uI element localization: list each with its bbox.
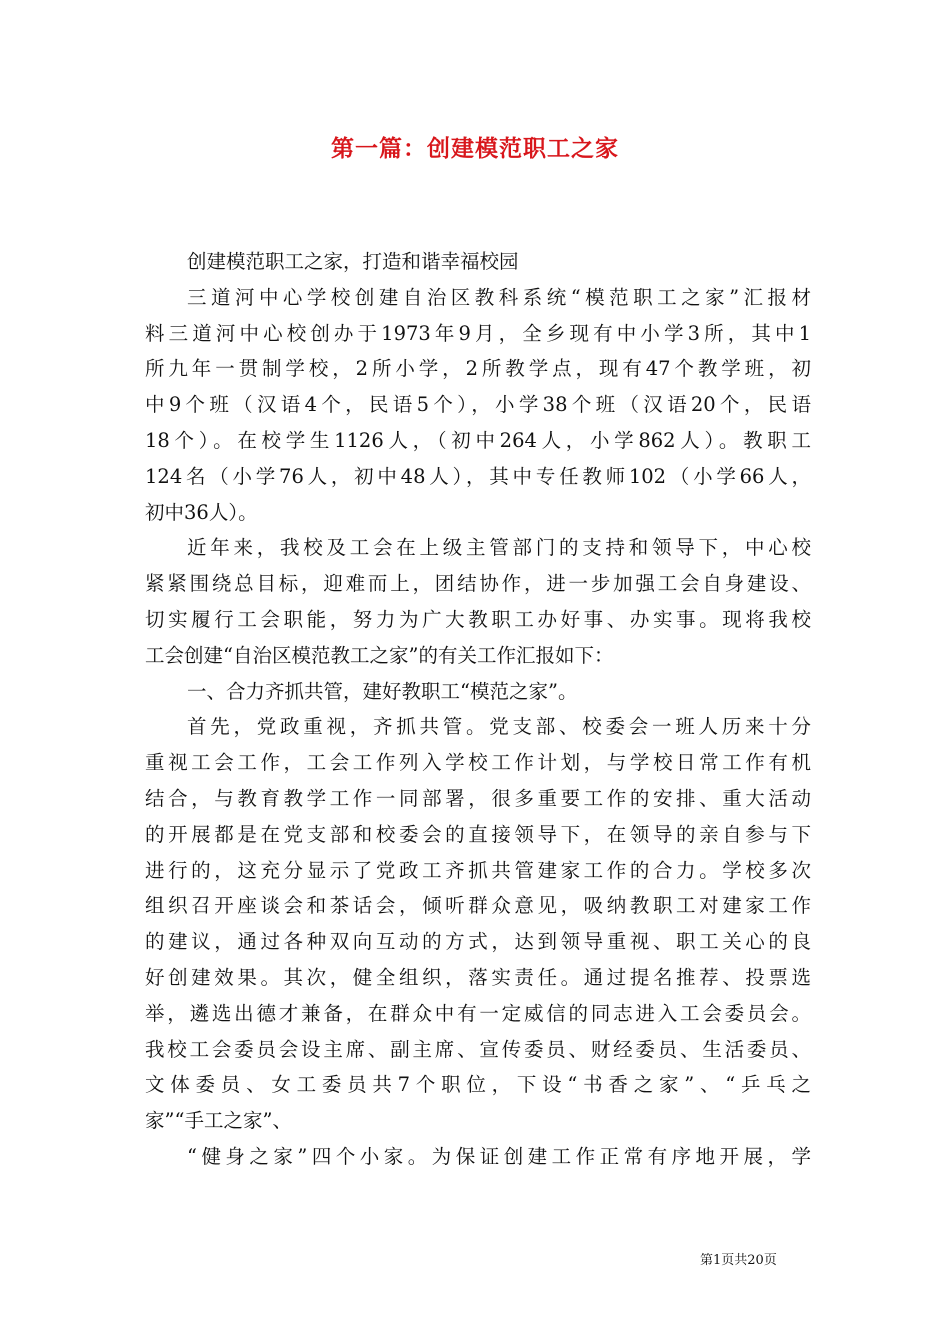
text-line: 文体委员、女工委员共7个职位，下设“书香之家”、“乒乓之 <box>145 1073 811 1097</box>
text-line: 料三道河中心校创办于1973年9月，全乡现有中小学3所，其中1 <box>145 321 811 345</box>
text-line: 124名（小学76人，初中48人），其中专任教师102（小学66人， <box>145 464 811 488</box>
text-line: 好创建效果。其次，健全组织，落实责任。通过提名推荐、投票选 <box>145 965 811 989</box>
document-title: 第一篇：创建模范职工之家 <box>331 135 619 162</box>
text-line: 一、合力齐抓共管，建好教职工“模范之家”。 <box>187 679 578 703</box>
text-line: 的开展都是在党支部和校委会的直接领导下，在领导的亲自参与下 <box>145 822 811 846</box>
text-line: 创建模范职工之家，打造和谐幸福校园 <box>187 250 519 273</box>
text-line: 中9个班（汉语4个，民语5个），小学38个班（汉语20个，民语 <box>145 393 811 417</box>
document-body <box>145 244 811 1175</box>
text-line: 所九年一贯制学校，2所小学，2所教学点，现有47个教学班，初 <box>145 357 811 381</box>
text-line: 举，遴选出德才兼备，在群众中有一定威信的同志进入工会委员会。 <box>145 1001 811 1025</box>
page-footer: 第1页共20页 <box>700 1253 777 1268</box>
text-line: 我校工会委员会设主席、副主席、宣传委员、财经委员、生活委员、 <box>145 1037 811 1061</box>
text-line: 首先，党政重视，齐抓共管。党支部、校委会一班人历来十分 <box>187 715 811 739</box>
text-line: 进行的，这充分显示了党政工齐抓共管建家工作的合力。学校多次 <box>145 858 811 882</box>
text-line: 初中36人）。 <box>145 500 258 524</box>
text-line: 结合，与教育教学工作一同部署，很多重要工作的安排、重大活动 <box>145 786 811 810</box>
text-line: 重视工会工作，工会工作列入学校工作计划，与学校日常工作有机 <box>145 751 811 775</box>
text-line: 工会创建“自治区模范教工之家”的有关工作汇报如下： <box>145 643 614 667</box>
text-line: 三道河中心学校创建自治区教科系统“模范职工之家”汇报材 <box>187 285 811 309</box>
text-line: 的建议，通过各种双向互动的方式，达到领导重视、职工关心的良 <box>145 930 811 954</box>
text-line: 18个）。在校学生1126人，（初中264人，小学862人）。教职工 <box>145 428 811 452</box>
text-line: 组织召开座谈会和茶话会，倾听群众意见，吸纳教职工对建家工作 <box>145 894 811 918</box>
text-line: 近年来，我校及工会在上级主管部门的支持和领导下，中心校 <box>187 536 811 560</box>
text-line: “健身之家”四个小家。为保证创建工作正常有序地开展，学 <box>187 1144 811 1168</box>
text-line: 切实履行工会职能，努力为广大教职工办好事、办实事。现将我校 <box>145 607 811 631</box>
text-line: 家”“手工之家”、 <box>145 1109 292 1133</box>
text-line: 紧紧围绕总目标，迎难而上，团结协作，进一步加强工会自身建设、 <box>145 572 811 596</box>
